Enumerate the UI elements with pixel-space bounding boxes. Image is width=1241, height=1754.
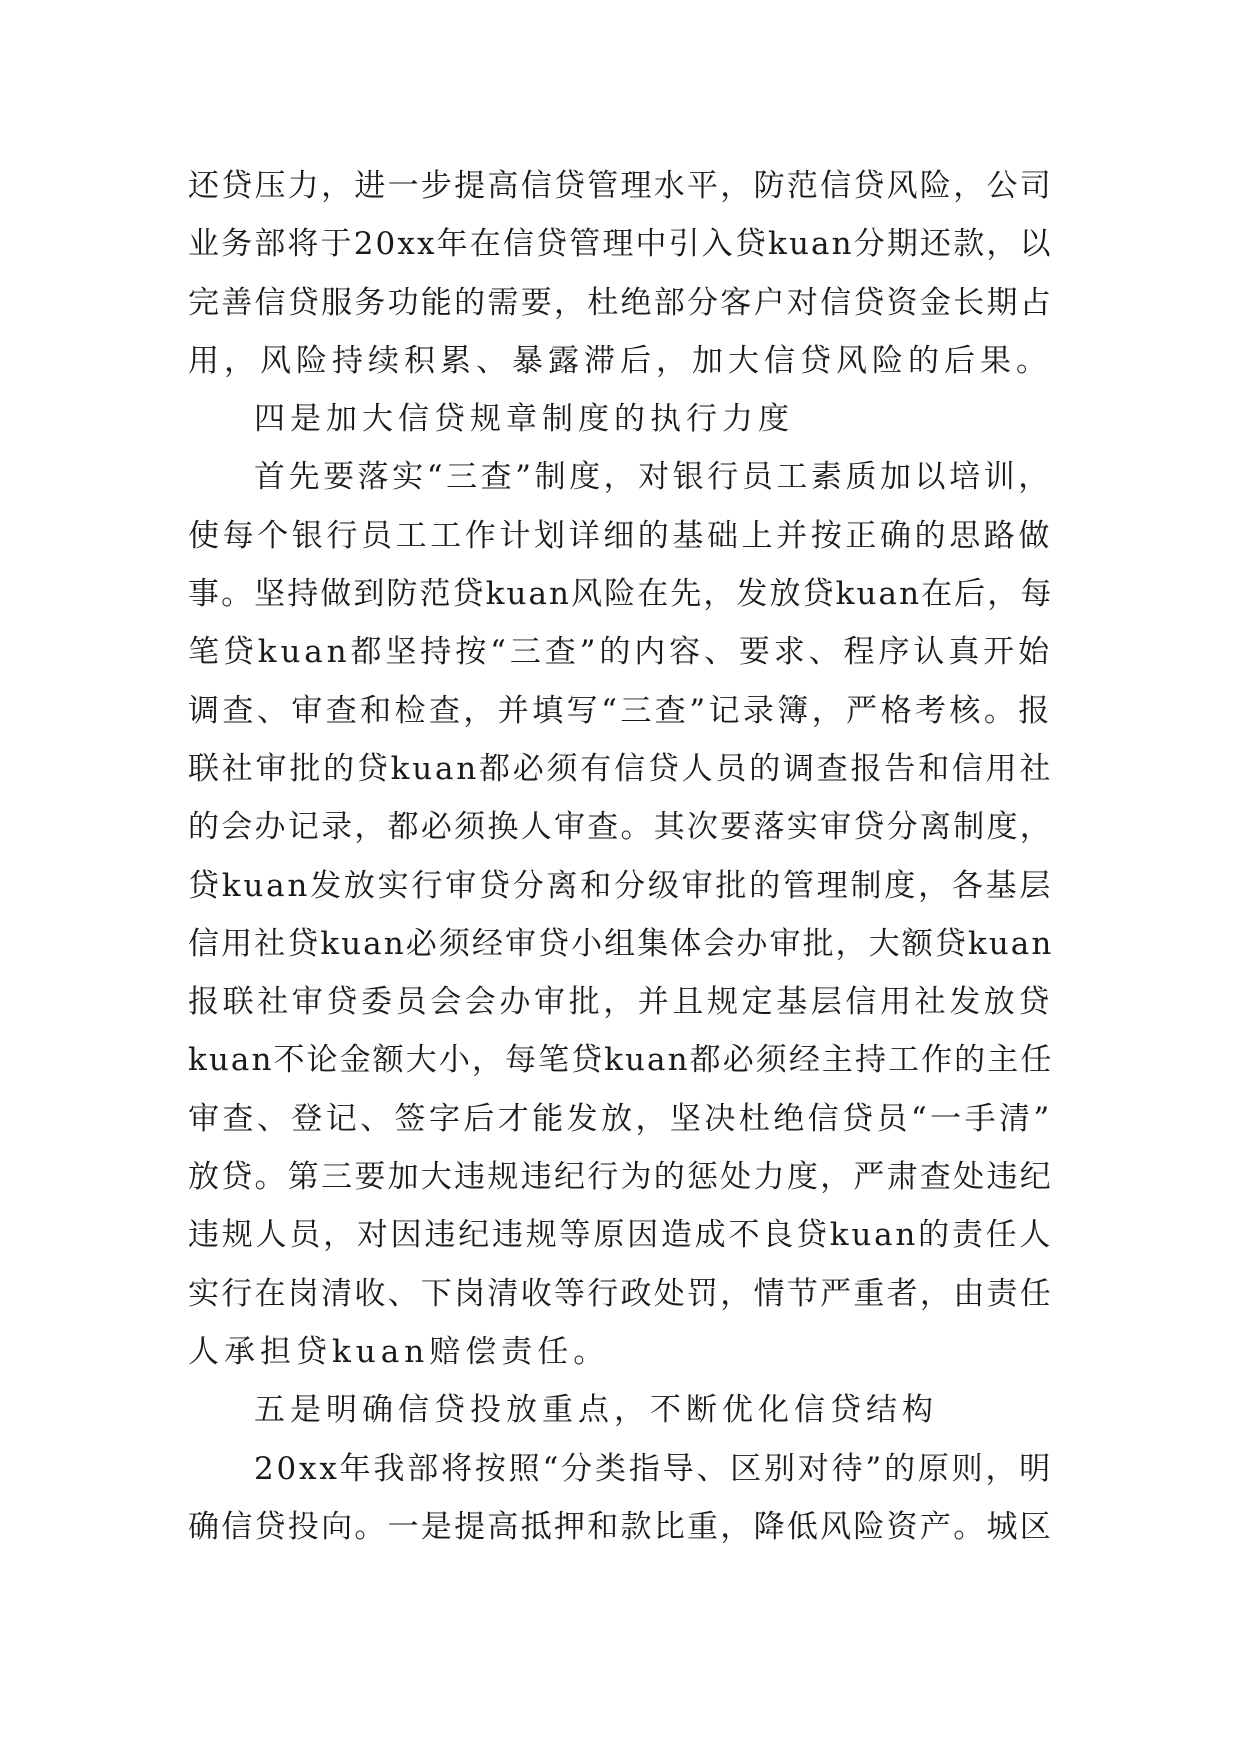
text-line: 人承担贷kuan赔偿责任。 [188,1333,610,1370]
text-line: 的会办记录，都必须换人审查。其次要落实审贷分离制度， [188,809,1053,846]
text-line: 事。坚持做到防范贷kuan风险在先，发放贷kuan在后，每 [188,576,1054,613]
text-line: 审查、登记、签字后才能发放，坚决杜绝信贷员“一手清” [188,1100,1053,1137]
text-line: 五是明确信贷投放重点，不断优化信贷结构 [254,1392,938,1429]
text-line: 调查、审查和检查，并填写“三查”记录簿，严格考核。报 [188,692,1053,729]
text-line: 实行在岗清收、下岗清收等行政处罚，情节严重者，由责任 [188,1275,1053,1312]
text-line: 笔贷kuan都坚持按“三查”的内容、要求、程序认真开始 [188,634,1053,671]
text-line: 四是加大信贷规章制度的执行力度 [254,401,794,438]
text-line: 使每个银行员工工作计划详细的基础上并按正确的思路做 [188,517,1053,554]
text-line: 报联社审贷委员会会办审批，并且规定基层信用社发放贷 [188,984,1053,1021]
text-line: 违规人员，对因违纪违规等原因造成不良贷kuan的责任人 [188,1217,1054,1254]
text-line: 20xx年我部将按照“分类指导、区别对待”的原则，明 [254,1450,1054,1487]
text-line: kuan不论金额大小，每笔贷kuan都必须经主持工作的主任 [188,1042,1054,1079]
text-line: 放贷。第三要加大违规违纪行为的惩处力度，严肃查处违纪 [188,1159,1053,1196]
text-line: 联社审批的贷kuan都必须有信贷人员的调查报告和信用社 [188,750,1054,787]
text-line: 贷kuan发放实行审贷分离和分级审批的管理制度，各基层 [188,867,1054,904]
text-line: 还贷压力，进一步提高信贷管理水平，防范信贷风险，公司 [188,168,1053,204]
text-line: 业务部将于20xx年在信贷管理中引入贷kuan分期还款，以 [188,226,1053,263]
text-line: 用，风险持续积累、暴露滞后，加大信贷风险的后果。 [188,342,1052,379]
text-line: 完善信贷服务功能的需要，杜绝部分客户对信贷资金长期占 [188,284,1053,321]
text-line: 首先要落实“三查”制度，对银行员工素质加以培训， [254,459,1053,496]
text-line: 信用社贷kuan必须经审贷小组集体会办审批，大额贷kuan [188,925,1054,962]
body-text [188,157,1053,1556]
text-line: 确信贷投向。一是提高抵押和款比重，降低风险资产。城区 [188,1508,1053,1545]
